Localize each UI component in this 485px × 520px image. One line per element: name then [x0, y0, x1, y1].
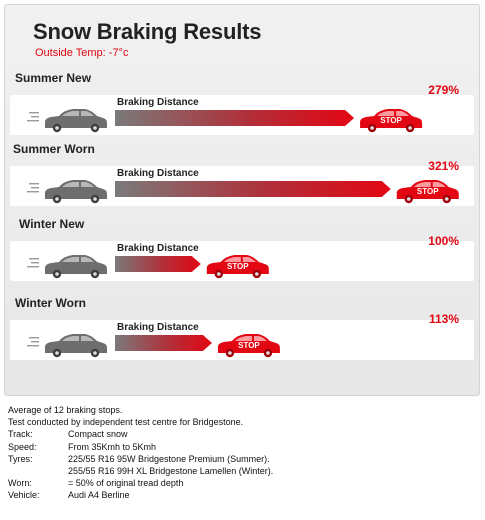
speed-line	[29, 258, 39, 259]
spec-key: Worn:	[8, 478, 32, 489]
spec-key: Vehicle:	[8, 490, 40, 501]
speed-line	[27, 191, 39, 192]
speed-line	[31, 341, 39, 342]
spec-key: Speed:	[8, 441, 37, 452]
spec-value: Audi A4 Berline	[68, 490, 130, 501]
test-notes	[8, 404, 273, 502]
braking-distance-bar	[115, 256, 201, 272]
braking-distance-bar	[115, 335, 212, 351]
relative-distance-percent: 100%	[428, 234, 459, 248]
braking-distance-label: Braking Distance	[117, 322, 199, 333]
spec-row-tyres	[8, 453, 273, 465]
spec-key: Tyres:	[8, 453, 33, 464]
speed-line	[29, 337, 39, 338]
stop-car-icon	[218, 334, 280, 357]
spec-row-tyres-winter	[8, 465, 273, 477]
relative-distance-percent: 113%	[428, 312, 459, 326]
outside-temp-label: Outside Temp: -7°c	[35, 47, 129, 59]
spec-value: = 50% of original tread depth	[68, 478, 184, 489]
speed-line	[31, 262, 39, 263]
braking-distance-label: Braking Distance	[117, 168, 199, 179]
tyre-condition-label: Winter New	[19, 217, 85, 231]
speed-line	[29, 112, 39, 113]
stop-car-icon	[207, 255, 269, 278]
start-car-icon	[45, 180, 107, 203]
tyre-condition-label: Summer New	[15, 71, 92, 85]
speed-line	[31, 116, 39, 117]
spec-row-vehicle	[8, 489, 273, 501]
chart-title: Snow Braking Results	[33, 19, 262, 44]
braking-distance-bar	[115, 110, 354, 126]
speed-line	[27, 266, 39, 267]
stop-text: STOP	[416, 187, 439, 196]
start-car-icon	[45, 334, 107, 357]
start-car-icon	[45, 109, 107, 132]
tyre-condition-label: Winter Worn	[15, 296, 86, 310]
results-panel	[4, 4, 480, 396]
stop-text: STOP	[238, 341, 260, 350]
stop-car-icon	[360, 109, 422, 132]
speed-line	[27, 120, 39, 121]
spec-row-speed	[8, 441, 273, 453]
start-car-icon	[45, 255, 107, 278]
stop-text: STOP	[226, 262, 249, 271]
note-line-test-centre: Test conducted by independent test centre for Bridgestone.	[8, 417, 244, 428]
spec-row-worn	[8, 477, 273, 489]
spec-value: 255/55 R16 99H XL Bridgestone Lamellen (Winter).	[68, 466, 274, 477]
tyre-condition-label: Summer Worn	[13, 142, 95, 156]
spec-key: Track:	[8, 429, 33, 440]
relative-distance-percent: 321%	[428, 159, 459, 173]
spec-value: Compact snow	[68, 429, 128, 440]
braking-distance-label: Braking Distance	[117, 243, 199, 254]
speed-line	[27, 345, 39, 346]
speed-line	[31, 187, 39, 188]
spec-value: From 35Kmh to 5Kmh	[68, 441, 157, 452]
braking-distance-bar	[115, 181, 391, 197]
speed-line	[29, 183, 39, 184]
note-line-averages: Average of 12 braking stops.	[8, 405, 123, 415]
stop-text: STOP	[380, 116, 402, 125]
braking-chart-svg	[5, 5, 480, 396]
stop-car-icon	[397, 180, 459, 203]
relative-distance-percent: 279%	[428, 83, 459, 97]
spec-value: 225/55 R16 95W Bridgestone Premium (Summer).	[68, 453, 270, 464]
braking-distance-label: Braking Distance	[117, 97, 199, 108]
spec-row-track	[8, 428, 273, 440]
